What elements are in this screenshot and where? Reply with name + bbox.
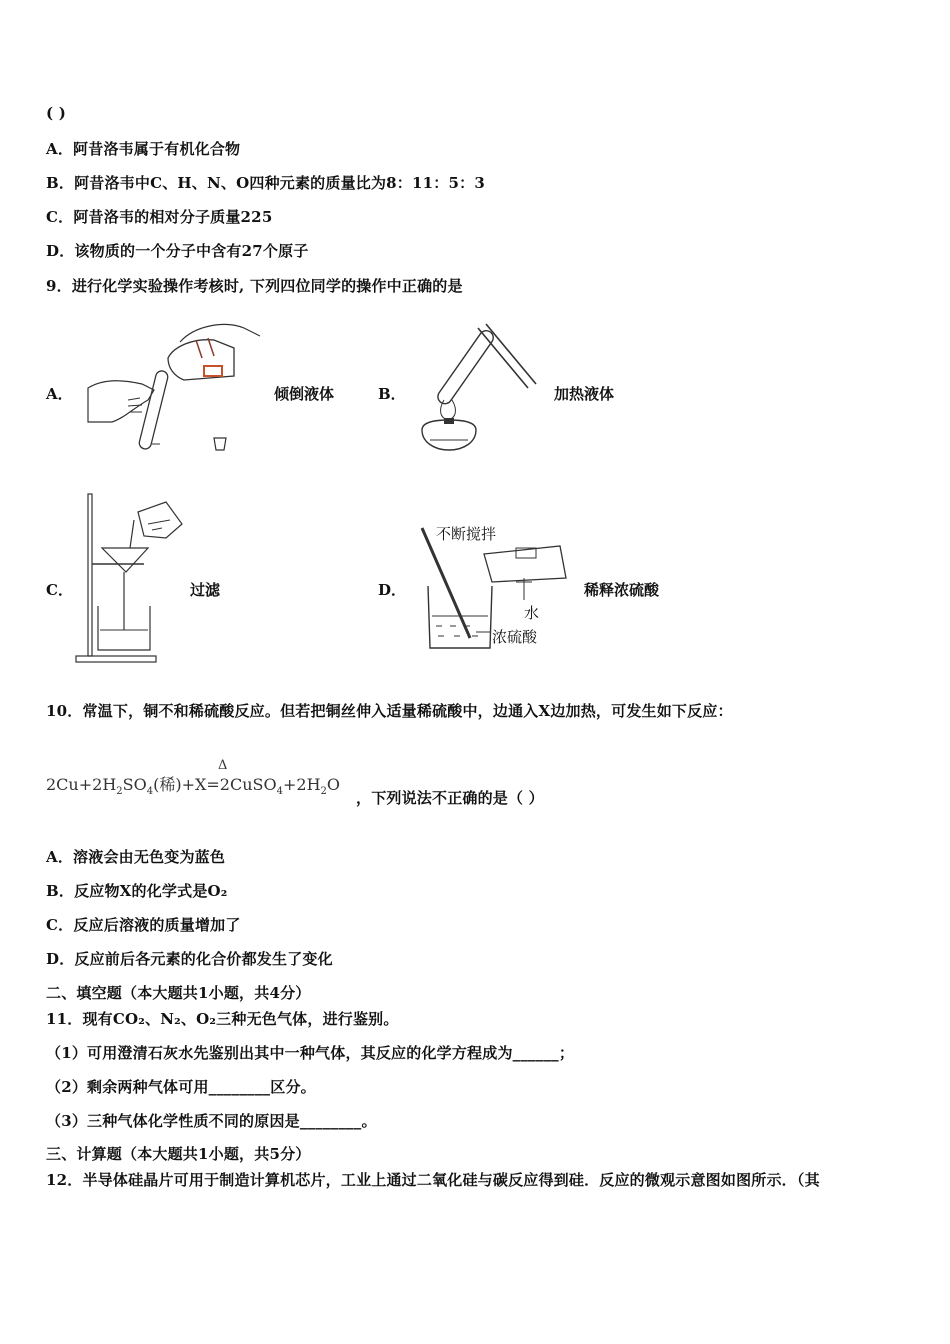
q9-option-c-letter: C． (46, 581, 73, 599)
eq-sub2: 4 (146, 786, 154, 797)
eq-part1: 2Cu+2H (46, 775, 117, 794)
section3-title: 三、计算题（本大题共1小题，共5分） (46, 1145, 311, 1163)
q11-part3: （3）三种气体化学性质不同的原因是________。 (46, 1112, 377, 1130)
q9-option-d-letter: D． (378, 581, 407, 599)
q9-option-b-letter: B． (378, 385, 406, 403)
eq-sub4: 2 (320, 786, 327, 797)
stir-label: 不断搅拌 (436, 525, 497, 543)
eq-sub3: 4 (276, 786, 283, 797)
filtration-figure (74, 490, 186, 666)
reaction-equation (46, 772, 340, 797)
q10-stem: 10．常温下，铜不和稀硫酸反应。但若把铜丝伸入适量稀硫酸中，边通入X边加热，可发生如下反应： (46, 702, 733, 720)
section2-title: 二、填空题（本大题共1小题，共4分） (46, 984, 311, 1002)
q8-option-c: C．阿昔洛韦的相对分子质量225 (46, 208, 273, 226)
q10-option-d: D．反应前后各元素的化合价都发生了变化 (46, 950, 333, 968)
q10-option-b: B．反应物X的化学式是O₂ (46, 882, 228, 900)
eq-part2: SO (122, 775, 147, 794)
q9-option-a-caption: 倾倒液体 (274, 385, 335, 403)
eq-part6: O (326, 775, 341, 794)
q9-option-b-caption: 加热液体 (554, 385, 615, 403)
heat-condition-symbol: Δ (218, 758, 228, 773)
q9-option-c-caption: 过滤 (190, 581, 221, 599)
q8-option-a: A．阿昔洛韦属于有机化合物 (46, 140, 241, 158)
eq-part5: +2H (282, 775, 321, 794)
q10-option-c: C．反应后溶液的质量增加了 (46, 916, 241, 934)
water-label: 水 (524, 604, 540, 622)
q10-tail: ，下列说法不正确的是（ ） (356, 789, 544, 807)
eq-sub1: 2 (116, 786, 123, 797)
eq-equals: = (206, 775, 220, 794)
q9-option-a-letter: A． (46, 385, 73, 403)
q8-paren: ( ) (46, 104, 67, 122)
q11-part1: （1）可用澄清石灰水先鉴别出其中一种气体，其反应的化学方程成为______； (46, 1044, 575, 1062)
heating-liquid-figure (408, 318, 548, 458)
q9-stem: 9．进行化学实验操作考核时, 下列四位同学的操作中正确的是 (46, 277, 463, 295)
q11-stem: 11．现有CO₂、N₂、O₂三种无色气体，进行鉴别。 (46, 1010, 399, 1028)
q10-option-a: A．溶液会由无色变为蓝色 (46, 848, 226, 866)
pouring-liquid-figure (84, 318, 264, 458)
eq-part4: 2CuSO (219, 775, 277, 794)
acid-label: 浓硫酸 (492, 628, 538, 646)
q8-option-d: D．该物质的一个分子中含有27个原子 (46, 242, 309, 260)
q8-option-b: B．阿昔洛韦中C、H、N、O四种元素的质量比为8：11：5：3 (46, 174, 485, 192)
q11-part2: （2）剩余两种气体可用________区分。 (46, 1078, 316, 1096)
q9-option-d-caption: 稀释浓硫酸 (584, 581, 660, 599)
eq-part3: (稀)+X (153, 775, 207, 794)
q12-stem: 12．半导体硅晶片可用于制造计算机芯片，工业上通过二氧化硅与碳反应得到硅．反应的微观示意图如图所示．（其 (46, 1171, 820, 1189)
